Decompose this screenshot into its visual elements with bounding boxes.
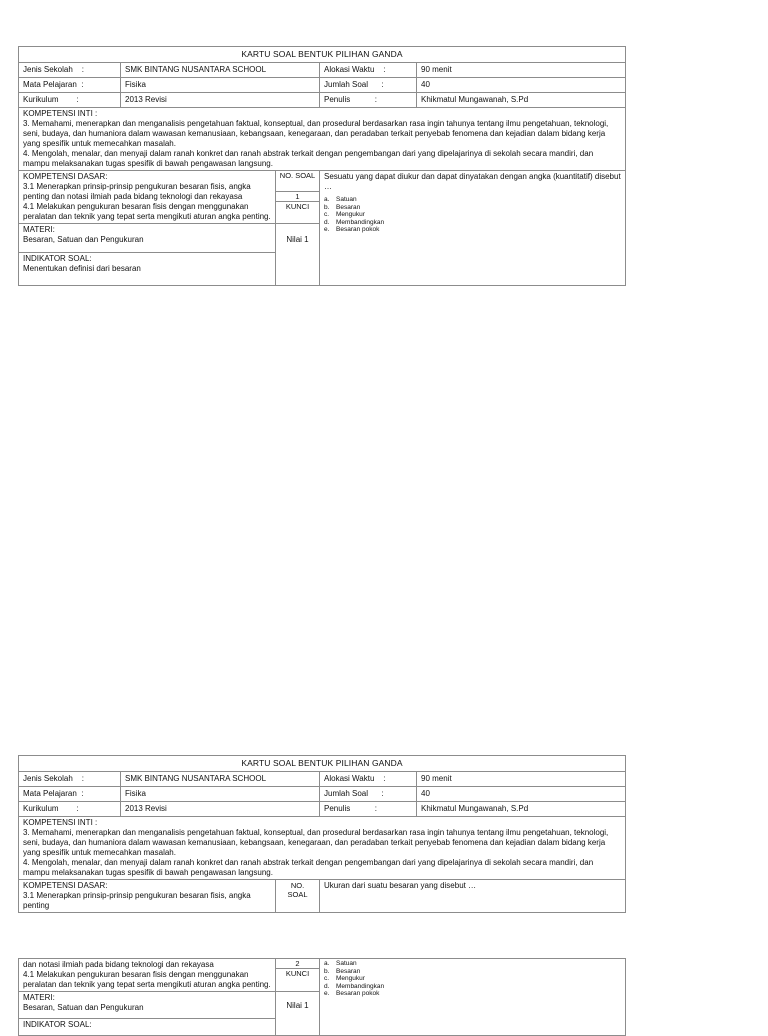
answer-options (324, 960, 621, 998)
materi (19, 224, 276, 253)
no-soal-label: NO. SOAL (276, 880, 320, 913)
option-c: c. Mengukur (324, 975, 365, 982)
nilai-label: Nilai 1 (286, 1001, 309, 1010)
jumlah-soal-label: Jumlah Soal : (320, 78, 417, 93)
mata-pelajaran-label: Mata Pelajaran : (19, 78, 121, 93)
option-d: d. Membandingkan (324, 218, 385, 226)
kompetensi-dasar-title: KOMPETENSI DASAR: (23, 881, 108, 890)
mata-pelajaran-value: Fisika (121, 787, 320, 802)
materi-title: MATERI: (23, 225, 55, 234)
jenis-sekolah-value: SMK BINTANG NUSANTARA SCHOOL (121, 63, 320, 78)
kompetensi-dasar-continued (19, 959, 276, 992)
no-soal-value: 1 (276, 192, 319, 202)
option-d: d. Membandingkan (324, 982, 385, 990)
kunci-label: KUNCI (285, 969, 310, 978)
jumlah-soal-label: Jumlah Soal : (320, 787, 417, 802)
kompetensi-inti-3: 3. Memahami, menerapkan dan menganalisis pengetahuan faktual, konseptual, dan prosedural berdasarkan rasa ingin tahunya tentang ilmu pengetahuan, teknologi, seni, budaya, dan humaniora dalam wawasan kemanusiaan, kebangsaan, kenegaraan, dan peradaban terkait penyebab fenomena dan kejadian dalam bidang kerja yang spesifik untuk memecahkan masalah. (23, 119, 609, 148)
alokasi-waktu-value: 90 menit (417, 772, 626, 787)
indikator-soal (19, 1019, 276, 1036)
question-card-1 (18, 46, 625, 286)
indikator-soal-value: Menentukan definisi dari besaran (23, 264, 141, 273)
materi-title: MATERI: (23, 993, 55, 1002)
penulis-value: Khikmatul Mungawanah, S.Pd (417, 802, 626, 817)
answer-options (324, 196, 621, 234)
alokasi-waktu-label: Alokasi Waktu : (320, 63, 417, 78)
no-soal-value: 2 (276, 959, 319, 969)
kompetensi-dasar-3-1-continued: dan notasi ilmiah pada bidang teknologi dan rekayasa (23, 960, 214, 969)
materi (19, 992, 276, 1019)
soal-meta-column (276, 171, 320, 224)
kompetensi-dasar (19, 171, 276, 224)
option-b: b. Besaran (324, 203, 361, 211)
option-a: a. Satuan (324, 196, 357, 203)
penulis-label: Penulis : (320, 802, 417, 817)
kompetensi-inti-4: 4. Mengolah, menalar, dan menyaji dalam ranah konkret dan ranah abstrak terkait dengan pengembangan dari yang dipelajarinya di sekolah secara mandiri, dan mampu melaksanakan tugas spesifik di bawah pengawasan langsung. (23, 858, 594, 877)
alokasi-waktu-label: Alokasi Waktu : (320, 772, 417, 787)
mata-pelajaran-label: Mata Pelajaran : (19, 787, 121, 802)
materi-value: Besaran, Satuan dan Pengukuran (23, 235, 144, 244)
nilai-label: Nilai 1 (286, 235, 309, 244)
penulis-value: Khikmatul Mungawanah, S.Pd (417, 93, 626, 108)
jenis-sekolah-label: Jenis Sekolah : (19, 772, 121, 787)
question-text: Ukuran dari suatu besaran yang disebut … (320, 880, 626, 913)
alokasi-waktu-value: 90 menit (417, 63, 626, 78)
kompetensi-dasar-3-1: 3.1 Menerapkan prinsip-prinsip pengukuran besaran fisis, angka penting dan notasi ilmiah pada bidang teknologi dan rekayasa (23, 182, 251, 201)
question-area (320, 171, 626, 286)
question-text: Sesuatu yang dapat diukur dan dapat dinyatakan dengan angka (kuantitatif) disebut … (324, 172, 621, 191)
card-title: KARTU SOAL BENTUK PILIHAN GANDA (19, 756, 626, 772)
jumlah-soal-value: 40 (417, 787, 626, 802)
question-card-2-continued (18, 958, 625, 1036)
kompetensi-dasar (19, 880, 276, 913)
materi-value: Besaran, Satuan dan Pengukuran (23, 1003, 144, 1012)
kompetensi-dasar-4-1: 4.1 Melakukan pengukuran besaran fisis dengan menggunakan peralatan dan teknik yang tepat serta mengikuti aturan angka penting. (23, 202, 271, 221)
kompetensi-inti-4: 4. Mengolah, menalar, dan menyaji dalam ranah konkret dan ranah abstrak terkait dengan pengembangan dari yang dipelajarinya di sekolah secara mandiri, dan mampu melaksanakan tugas spesifik di bawah pengawasan langsung. (23, 149, 594, 168)
indikator-soal-title: INDIKATOR SOAL: (23, 1020, 92, 1029)
kompetensi-inti-title: KOMPETENSI INTI : (23, 818, 98, 827)
option-a: a. Satuan (324, 960, 357, 967)
kompetensi-inti-3: 3. Memahami, menerapkan dan menganalisis pengetahuan faktual, konseptual, dan prosedural berdasarkan rasa ingin tahunya tentang ilmu pengetahuan, teknologi, seni, budaya, dan humaniora dalam wawasan kemanusiaan, kebangsaan, kenegaraan, dan peradaban terkait penyebab fenomena dan kejadian dalam bidang kerja yang spesifik untuk memecahkan masalah. (23, 828, 609, 857)
option-c: c. Mengukur (324, 211, 365, 218)
soal-meta-column (276, 959, 320, 992)
card-title: KARTU SOAL BENTUK PILIHAN GANDA (19, 47, 626, 63)
kompetensi-dasar-title: KOMPETENSI DASAR: (23, 172, 108, 181)
jenis-sekolah-label: Jenis Sekolah : (19, 63, 121, 78)
kunci-label: KUNCI (285, 202, 310, 211)
question-card-2 (18, 755, 625, 913)
indikator-soal-title: INDIKATOR SOAL: (23, 254, 92, 263)
kompetensi-inti (19, 817, 626, 880)
kurikulum-value: 2013 Revisi (121, 802, 320, 817)
option-b: b. Besaran (324, 967, 361, 975)
jumlah-soal-value: 40 (417, 78, 626, 93)
kompetensi-dasar-3-1: 3.1 Menerapkan prinsip-prinsip pengukuran besaran fisis, angka penting (23, 891, 251, 910)
no-soal-label: NO. SOAL (276, 171, 319, 192)
kurikulum-value: 2013 Revisi (121, 93, 320, 108)
option-e: e. Besaran pokok (324, 990, 380, 997)
jenis-sekolah-value: SMK BINTANG NUSANTARA SCHOOL (121, 772, 320, 787)
indikator-soal (19, 253, 276, 286)
kompetensi-inti (19, 108, 626, 171)
kompetensi-dasar-4-1: 4.1 Melakukan pengukuran besaran fisis dengan menggunakan peralatan dan teknik yang tepat serta mengikuti aturan angka penting. (23, 970, 271, 989)
kurikulum-label: Kurikulum : (19, 802, 121, 817)
nilai-cell (276, 992, 320, 1036)
option-e: e. Besaran pokok (324, 226, 380, 233)
mata-pelajaran-value: Fisika (121, 78, 320, 93)
nilai-cell (276, 224, 320, 286)
penulis-label: Penulis : (320, 93, 417, 108)
kompetensi-inti-title: KOMPETENSI INTI : (23, 109, 98, 118)
kurikulum-label: Kurikulum : (19, 93, 121, 108)
